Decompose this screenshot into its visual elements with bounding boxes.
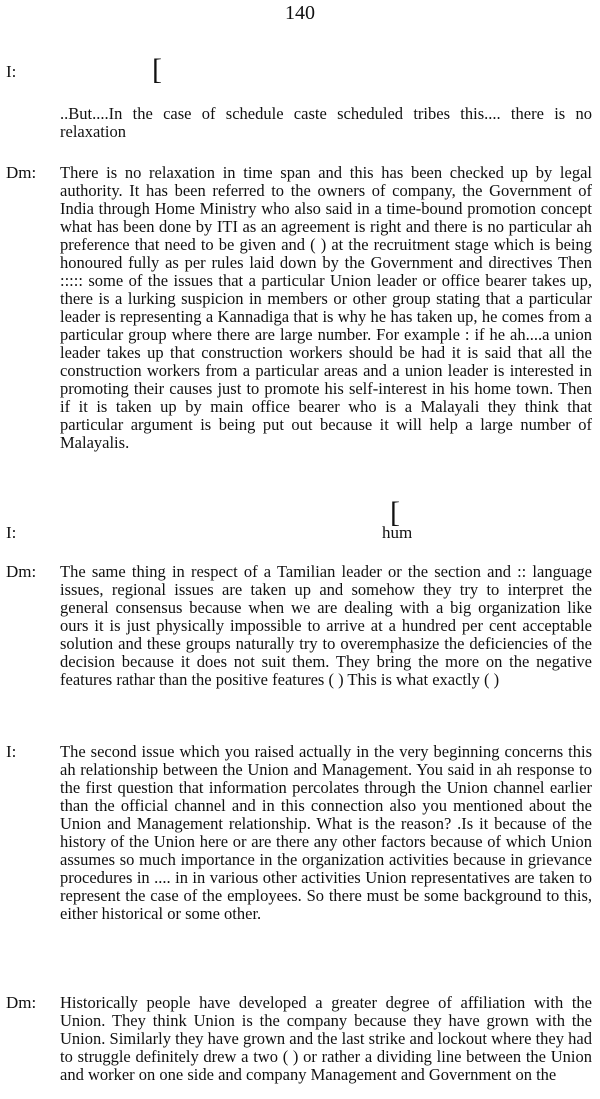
utterance-text: The second issue which you raised actually in the very beginning concerns this ah relationship between the Union and Management. You said in ah response to the first question that information percolates through the Union channel earlier than the official channel and in this connection also you mentioned about the Union and Management relationship. What is the reason? .Is it because of the history of the Union here or are there any other factors because of which Union assumes so much importance in the organization activities because in grievance procedures in .... in in various other activities Union representatives are taken to represent the case of the employees. So there must be some background to this, either historical or some other. [60,742,592,923]
overlap-bracket: [ [152,53,162,86]
overlap-bracket: [ [390,496,400,529]
utterance-text: The same thing in respect of a Tamilian leader or the section and :: language issues, regional issues are taken up and somehow they try to interpret the general consensus because when we are dealing with a big organization like ours it is just physically impossible to arrive at a hundred per cent acceptable solution and these groups naturally try to overemphasize the deficiencies of the decision because it does not suit them. They bring the more on the negative features rathar than the positive features ( ) This is what exactly ( ) [60,562,592,689]
utterance-text: hum [382,523,413,542]
speaker-label: Dm: [6,163,37,182]
utterance-text: ..But....In the case of schedule caste scheduled tribes this.... there is no relaxation [60,104,592,141]
speaker-label: I: [6,742,17,761]
speaker-label: Dm: [6,562,37,581]
utterance-text: There is no relaxation in time span and this has been checked up by legal authority. It has been referred to the owners of company, the Government of India through Home Ministry who also said in a time-bound promotion concept what has been done by ITI as an agreement is right and there is no particular ah preference that need to be given and ( ) at the recruitment stage which is being honoured fully as per rules laid down by the Government and directives Then ::::: some of the issues that a particular Union leader or office bearer takes up, there is a lurking suspicion in members or other group stating that a particular leader is representing a Kannadiga that is why he has taken up, he comes from a particular group where there are large number. For example : if he ah....a union leader takes up that construction workers should be had it is said that all the construction workers from a particular areas and a union leader is interested in promoting their causes just to promote his self-interest in his home town. Then if it is taken up by main office bearer who is a Malayali they think that particular argument is being put out because it will help a large number of Malayalis. [60,163,592,452]
page-number: 140 [285,2,315,24]
speaker-label: Dm: [6,993,37,1012]
speaker-label: I: [6,62,17,81]
speaker-label: I: [6,523,17,542]
utterance-text: Historically people have developed a greater degree of affiliation with the Union. They think Union is the company because they have grown with the Union. Similarly they have grown and the last strike and lockout where they had to struggle definitely drew a two ( ) or rather a dividing line between the Union and worker on one side and company Management and Government on the [60,993,592,1084]
